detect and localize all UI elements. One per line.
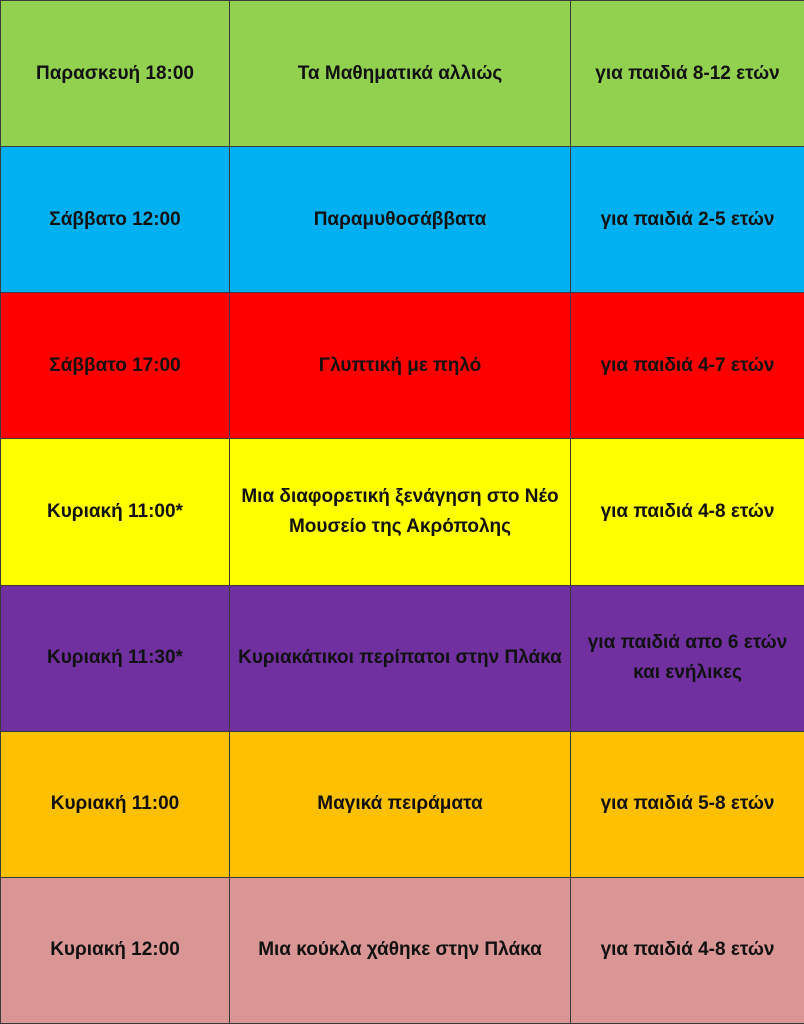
- table-row: [1, 293, 804, 439]
- day-time-cell: Σάββατο 12:00: [1, 147, 230, 293]
- day-time-cell: Παρασκευή 18:00: [1, 1, 230, 147]
- day-time-cell: Κυριακή 11:30*: [1, 585, 230, 731]
- age-group-cell: για παιδιά 8-12 ετών: [571, 1, 804, 147]
- day-time-cell: Κυριακή 11:00*: [1, 439, 230, 585]
- activity-cell: Μια κούκλα χάθηκε στην Πλάκα: [230, 877, 571, 1023]
- table-row: [1, 585, 804, 731]
- table-row: [1, 147, 804, 293]
- activity-cell: Παραμυθοσάββατα: [230, 147, 571, 293]
- table-row: [1, 439, 804, 585]
- age-group-cell: για παιδιά 4-8 ετών: [571, 439, 804, 585]
- day-time-cell: Σάββατο 17:00: [1, 293, 230, 439]
- activity-cell: Γλυπτική με πηλό: [230, 293, 571, 439]
- age-group-cell: για παιδιά 4-7 ετών: [571, 293, 804, 439]
- table-row: [1, 1, 804, 147]
- activity-cell: Μια διαφορετική ξενάγηση στο Νέο Μουσείο της Ακρόπολης: [230, 439, 571, 585]
- activity-cell: Τα Μαθηματικά αλλιώς: [230, 1, 571, 147]
- age-group-cell: για παιδιά απο 6 ετών και ενήλικες: [571, 585, 804, 731]
- day-time-cell: Κυριακή 12:00: [1, 877, 230, 1023]
- table-row: [1, 877, 804, 1023]
- age-group-cell: για παιδιά 4-8 ετών: [571, 877, 804, 1023]
- activity-cell: Μαγικά πειράματα: [230, 731, 571, 877]
- age-group-cell: για παιδιά 5-8 ετών: [571, 731, 804, 877]
- age-group-cell: για παιδιά 2-5 ετών: [571, 147, 804, 293]
- table-row: [1, 731, 804, 877]
- day-time-cell: Κυριακή 11:00: [1, 731, 230, 877]
- activity-cell: Κυριακάτικοι περίπατοι στην Πλάκα: [230, 585, 571, 731]
